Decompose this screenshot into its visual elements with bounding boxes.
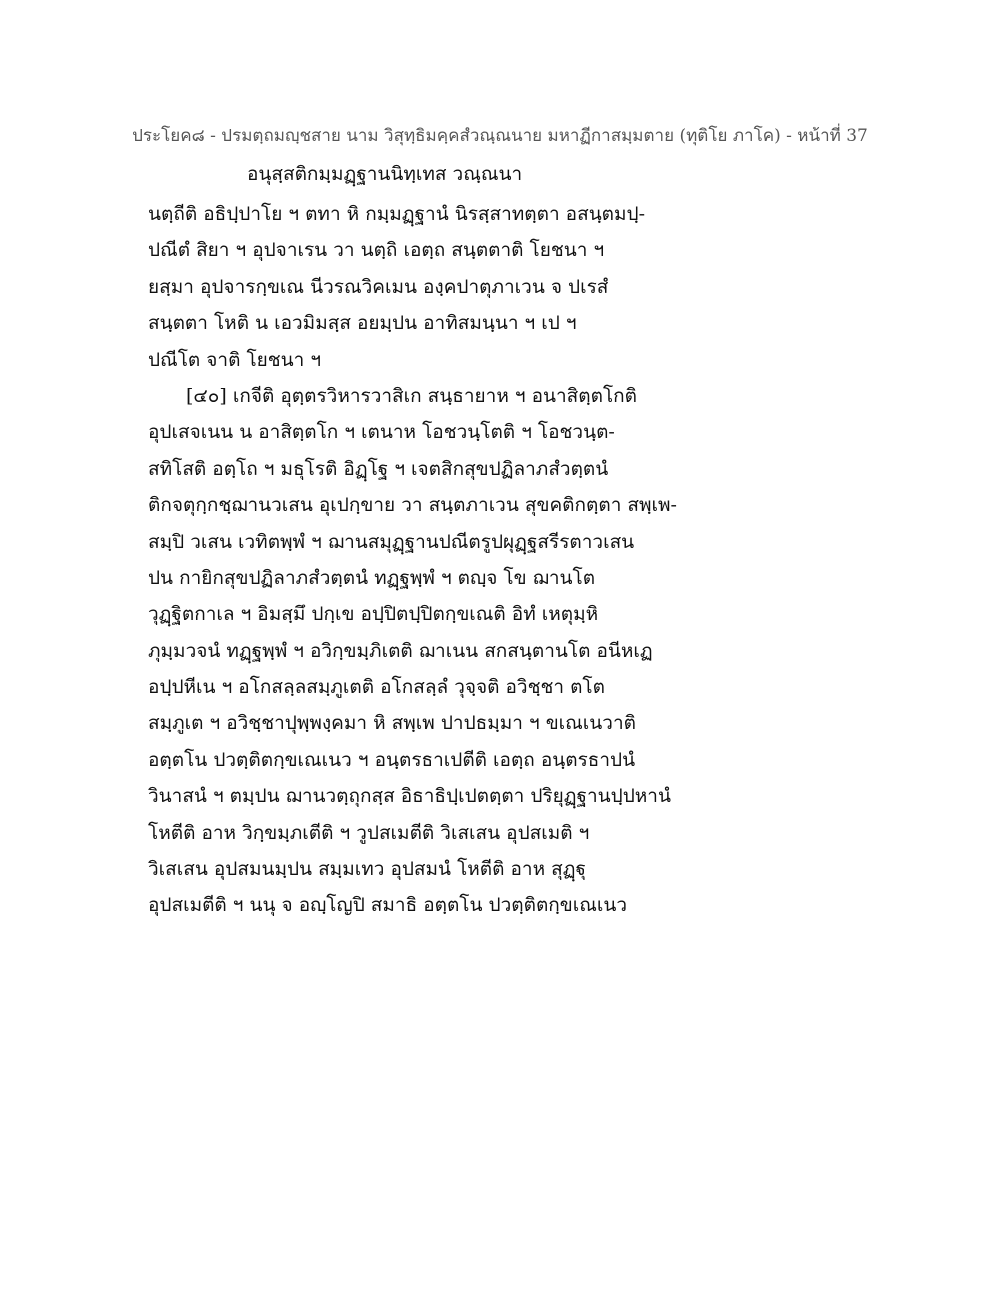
running-header: ประโยค๘ - ปรมตฺถมญฺชสาย นาม วิสุทฺธิมคฺคสํวณฺณนาย มหาฏีกาสมฺมตาย (ทุติโย ภาโค) - หน้าที่ 37 [132,126,868,146]
text-line: ปณีโต จาติ โยชนา ฯ [148,348,322,371]
text-line: วุฏฺฐิตกาเล ฯ อิมสฺมึ ปกฺเข อปฺปิตปฺปิตกฺขเณติ อิทํ เหตุมฺหิ [148,603,599,626]
text-line: สนฺตตา โหติ น เอวมิมสฺส อยมฺปน อาทิสมนฺนา ฯ เป ฯ [148,312,577,335]
text-line: อปฺปหีเน ฯ อโกสลฺลสมฺภูเตติ อโกสลฺลํ วุจฺจติ อวิชฺชา ตโต [148,676,605,699]
text-line: อตฺตโน ปวตฺติตกฺขเณเนว ฯ อนฺตรธาเปตีติ เอตฺถ อนฺตรธาปนํ [148,748,636,771]
section-title: อนุสฺสติกมฺมฏฺฐานนิทฺเทส วณฺณนา [247,163,523,185]
text-line: นตฺถีติ อธิปฺปาโย ฯ ตทา หิ กมฺมฏฺฐานํ นิรสฺสาทตฺตา อสนฺตมปฺ- [148,203,646,225]
text-line: โหตีติ อาห วิกฺขมฺภเตีติ ฯ วูปสเมตีติ วิเสเสน อุปสเมติ ฯ [148,821,590,844]
text-line: วินาสนํ ฯ ตมฺปน ฌานวตฺถุกสฺส อิธาธิปฺเปตตฺตา ปริยุฏฺฐานปฺปหานํ [148,785,671,808]
text-line: ปน กายิกสุขปฏิลาภสํวตฺตนํ ทฏฺฐพฺพํ ฯ ตญฺจ โข ฌานโต [148,566,596,589]
text-line: อุปสเมตีติ ฯ นนุ จ อญฺโญปิ สมาธิ อตฺตโน ปวตฺติตกฺขเณเนว [148,894,628,917]
text-line: ยสฺมา อุปจารกฺขเณ นีวรณวิคเมน องฺคปาตุภาเวน จ ปเรสํ [148,275,609,298]
text-line: ปณีตํ สิยา ฯ อุปจาเรน วา นตฺถิ เอตฺถ สนฺตตาติ โยชนา ฯ [148,239,605,262]
text-line: อุปเสจเนน น อาสิตฺตโก ฯ เตนาห โอชวนฺโตติ ฯ โอชวนฺต- [148,421,615,444]
text-line: สทิโสติ อตฺโถ ฯ มธุโรติ อิฏฺโฐ ฯ เจตสิกสุขปฏิลาภสํวตฺตนํ [148,457,609,480]
text-line: วิเสเสน อุปสมนมฺปน สมฺมเทว อุปสมนํ โหตีติ อาห สุฏฺฐุ [148,858,586,881]
text-line: ติกจตุกฺกชฺฌานวเสน อุเปกฺขาย วา สนฺตภาเวน สุขคติกตฺตา สพฺเพ- [148,494,677,517]
body-text [148,196,868,924]
paragraph-start-line: [๔๐] เกจีติ อุตฺตรวิหารวาสิเก สนฺธายาห ฯ อนาสิตฺตโกติ [186,384,637,407]
text-line: สมฺปิ วเสน เวทิตพฺพํ ฯ ฌานสมุฏฺฐานปณีตรูปผุฏฺฐสรีรตาวเสน [148,530,635,553]
text-line: ภุมฺมวจนํ ทฏฺฐพฺพํ ฯ อวิกฺขมฺภิเตติ ฌาเนน สกสนฺตานโต อนีหเฏ [148,639,653,662]
text-line: สมฺภูเต ฯ อวิชฺชาปุพฺพงฺคมา หิ สพฺเพ ปาปธมฺมา ฯ ขเณเนวาติ [148,712,636,735]
